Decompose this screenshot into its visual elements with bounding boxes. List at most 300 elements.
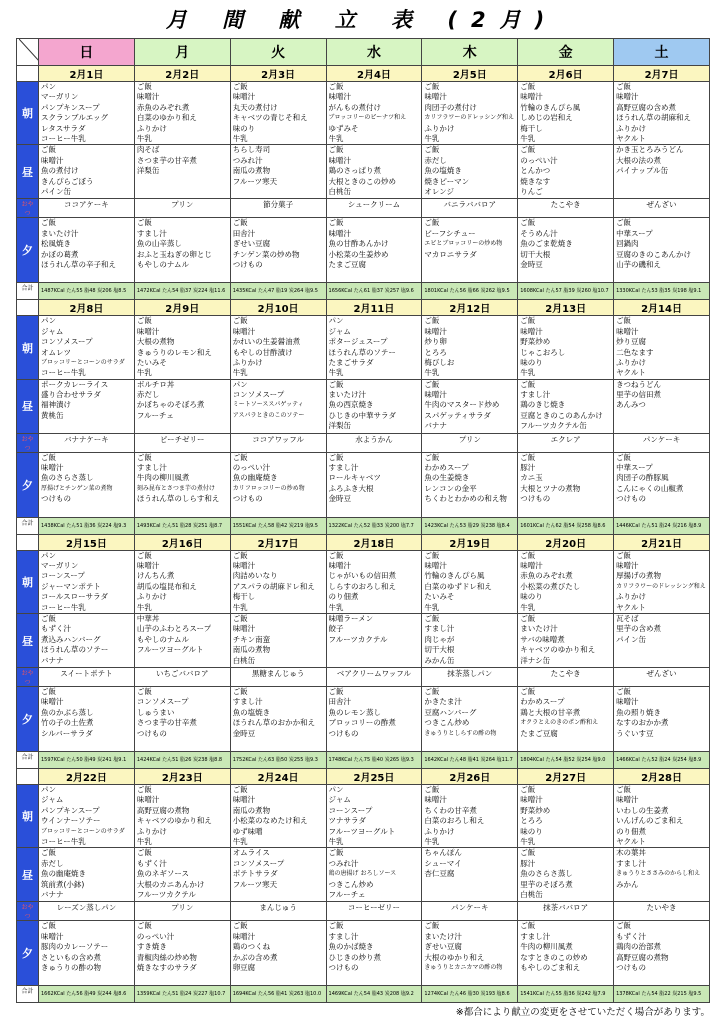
menu-item: 味噌汁 — [520, 326, 543, 336]
menu-item: 牛乳 — [424, 602, 440, 612]
snack-cell: 水ようかん — [326, 433, 422, 452]
menu-item: パン — [328, 785, 344, 795]
menu-item: きゅうりの酢の物 — [41, 962, 101, 972]
dinner-row — [17, 921, 710, 986]
dinner-cell — [230, 687, 326, 752]
menu-item: ウインナーソテー — [41, 816, 101, 826]
snack-cell: ピーチゼリー — [134, 433, 230, 452]
nutrition-row — [17, 986, 710, 1003]
menu-item: 里芋のそぼろ煮 — [520, 879, 573, 889]
menu-item: ふろふき大根 — [328, 483, 374, 493]
menu-item: 竹輪のきんぴら風 — [520, 102, 581, 112]
menu-item: きんぴらごぼう — [41, 176, 94, 186]
menu-item: オクラとえのきのポン酢和え — [520, 719, 599, 727]
meal-label-dinner: 夕 — [17, 687, 39, 752]
menu-item: ヤクルト — [616, 602, 646, 612]
lunch-cell — [518, 614, 614, 668]
menu-item: ご飯 — [520, 550, 536, 560]
menu-item: 赤だし — [136, 390, 160, 400]
lunch-row — [17, 145, 710, 199]
menu-item: 魚のさらさ蒸し — [41, 473, 94, 483]
menu-item: 胡瓜の塩昆布和え — [136, 581, 197, 591]
breakfast-cell — [230, 82, 326, 145]
menu-item: ジャム — [41, 795, 64, 805]
menu-item: みかん缶 — [424, 655, 455, 665]
breakfast-cell — [39, 316, 135, 379]
lunch-cell — [39, 379, 135, 433]
snack-cell: エクレア — [518, 433, 614, 452]
menu-item: すまし汁 — [328, 463, 359, 473]
menu-item: ご飯 — [136, 82, 152, 91]
menu-item: ヤクルト — [616, 836, 646, 846]
menu-item: つみれ汁 — [328, 858, 359, 868]
menu-item: ご飯 — [520, 687, 536, 697]
snack-cell: 節分菓子 — [230, 199, 326, 218]
menu-item: ご飯 — [520, 379, 536, 389]
menu-item: カニ玉 — [520, 473, 543, 483]
nutrition-cell: 1804KCal たん54 脂52 炭254 塩9.0 — [518, 752, 614, 769]
menu-item: 牛乳 — [328, 368, 344, 378]
menu-item: もずく汁 — [616, 931, 647, 941]
lunch-cell — [230, 614, 326, 668]
menu-item: ほうれん草のおかか和え — [232, 718, 316, 728]
menu-item: じゃこおろし — [520, 347, 566, 357]
menu-item: きゅうりのレモン和え — [136, 347, 212, 357]
date-row-side — [17, 769, 39, 785]
menu-item: 味噌汁 — [41, 697, 64, 707]
menu-item: ツナサラダ — [328, 816, 366, 826]
menu-item: 肉団子の酢豚風 — [616, 473, 669, 483]
menu-item: 大根とツナの煮物 — [520, 483, 581, 493]
menu-item: すまし汁 — [424, 624, 455, 634]
nutrition-cell: 1378KCal たん54 脂22 炭215 塩9.5 — [614, 986, 710, 1003]
menu-item: ゆずみそ — [328, 123, 359, 133]
menu-item: 山芋の磯和え — [616, 259, 662, 269]
menu-item: 豚汁 — [520, 858, 536, 868]
menu-item: ジャム — [328, 795, 351, 805]
total-label: 合計 — [17, 986, 39, 1003]
menu-item: マーガリン — [41, 561, 79, 571]
nutrition-cell: 1748KCal たん75 脂40 炭265 塩9.3 — [326, 752, 422, 769]
menu-item: 鶏肉の治部煮 — [616, 942, 662, 952]
menu-item: 味噌汁 — [616, 92, 639, 102]
snack-row — [17, 902, 710, 921]
menu-item: ご飯 — [328, 921, 344, 931]
meal-label-dinner: 夕 — [17, 921, 39, 986]
snack-cell: ぜんざい — [614, 668, 710, 687]
menu-item: コーンスープ — [328, 805, 373, 815]
breakfast-cell — [518, 82, 614, 145]
menu-item: きつねうどん — [616, 379, 662, 389]
date-row — [17, 66, 710, 82]
snack-cell: たこやき — [518, 668, 614, 687]
date-row-side — [17, 534, 39, 550]
menu-item: 中華スープ — [616, 228, 653, 238]
date-cell: 2月21日 — [614, 534, 710, 550]
menu-item: 梅干し — [520, 123, 543, 133]
menu-item: ご飯 — [41, 848, 56, 858]
menu-item: 肉団子の煮付け — [424, 102, 477, 112]
menu-item: 味噌汁 — [616, 795, 639, 805]
menu-item: 味噌汁 — [424, 795, 447, 805]
menu-item: 魚の塩焼き — [424, 166, 462, 176]
snack-cell: ベアクリームワッフル — [326, 668, 422, 687]
menu-item: まいたけ汁 — [328, 390, 367, 400]
weekday-header-row — [17, 39, 710, 66]
menu-item: ご飯 — [520, 218, 536, 228]
dinner-cell — [230, 921, 326, 986]
lunch-cell — [614, 145, 710, 199]
menu-item: つけもの — [616, 962, 647, 972]
dinner-cell — [134, 452, 230, 517]
corner-cell — [17, 39, 39, 66]
menu-item: 瓦そば — [616, 614, 639, 624]
menu-item: 味噌汁 — [520, 561, 543, 571]
dinner-cell — [614, 452, 710, 517]
dinner-cell — [518, 218, 614, 283]
meal-label-snack: おやつ — [17, 668, 39, 687]
menu-item: ご飯 — [328, 848, 344, 858]
menu-item: 味噌汁 — [424, 561, 447, 571]
menu-item: 竹輪のきんぴら風 — [424, 571, 485, 581]
breakfast-cell — [326, 785, 422, 848]
menu-item: 洋梨缶 — [136, 166, 160, 176]
menu-item: 鶏のさっぱり煮 — [328, 166, 382, 176]
menu-item: ふりかけ — [424, 826, 455, 836]
menu-item: 金時豆 — [328, 494, 352, 504]
weekday-saturday: 土 — [614, 39, 710, 66]
menu-item: ぎせい豆腐 — [232, 239, 271, 249]
menu-item: きゅうりとカニカマの酢の物 — [424, 963, 503, 971]
menu-item: 切干大根 — [520, 249, 551, 259]
menu-item: キャベツのゆかり和え — [136, 816, 212, 826]
menu-item: つけもの — [328, 962, 359, 972]
menu-item: のっぺい汁 — [232, 463, 271, 473]
breakfast-cell — [518, 316, 614, 379]
menu-item: 牛肉の柳川風煮 — [520, 942, 573, 952]
lunch-cell — [518, 848, 614, 902]
menu-item: ご飯 — [520, 921, 536, 931]
menu-item: 味噌汁 — [232, 561, 256, 571]
menu-item: 南瓜の煮物 — [232, 805, 271, 815]
menu-item: もずく汁 — [136, 858, 167, 868]
nutrition-cell: 1359KCal たん51 脂24 炭227 塩10.7 — [134, 986, 230, 1003]
dinner-cell — [422, 452, 518, 517]
menu-item: 味噌汁 — [424, 92, 447, 102]
menu-item: 中華丼 — [136, 614, 160, 624]
menu-item: 中華スープ — [616, 463, 653, 473]
date-cell: 2月25日 — [326, 769, 422, 785]
menu-item: キャベツの青じそ和え — [232, 113, 308, 123]
menu-item: 豚肉のカレーソテー — [41, 942, 109, 952]
menu-item: ご飯 — [616, 82, 632, 91]
menu-item: 赤だし — [424, 155, 447, 165]
breakfast-cell — [39, 550, 135, 613]
menu-item: 牛乳 — [136, 602, 152, 612]
menu-item: すまし汁 — [616, 858, 647, 868]
menu-item: たまご豆腐 — [520, 728, 558, 738]
menu-item: カリフロッコリーの炒め物 — [232, 484, 305, 492]
meal-label-snack: おやつ — [17, 199, 39, 218]
menu-item: パン — [328, 316, 344, 326]
menu-item: ボルチロ丼 — [136, 379, 175, 389]
menu-item: 竹の子の土佐煮 — [41, 718, 94, 728]
menu-item: 味噌汁 — [41, 931, 64, 941]
nutrition-cell: 1487KCal たん55 脂48 炭206 塩8.5 — [39, 283, 135, 300]
menu-item: ご飯 — [136, 785, 152, 795]
date-cell: 2月15日 — [39, 534, 135, 550]
menu-item: 洋梨缶 — [328, 421, 352, 431]
menu-item: すき焼き — [136, 942, 167, 952]
breakfast-cell — [230, 785, 326, 848]
breakfast-cell — [134, 316, 230, 379]
menu-item: ふりかけ — [616, 592, 647, 602]
menu-item: 赤だし — [41, 858, 64, 868]
lunch-cell — [39, 614, 135, 668]
menu-item: うぐいす豆 — [616, 728, 654, 738]
menu-item: 味噌汁 — [616, 697, 639, 707]
menu-item: 大根ときのこの炒め — [328, 176, 397, 186]
breakfast-cell — [422, 550, 518, 613]
menu-item: 魚の塩焼き — [232, 707, 271, 717]
dinner-cell — [39, 687, 135, 752]
menu-item: ポテトサラダ — [232, 869, 278, 879]
snack-cell: プリン — [134, 902, 230, 921]
dinner-cell — [614, 218, 710, 283]
menu-item: わかめスープ — [424, 463, 469, 473]
lunch-cell — [518, 145, 614, 199]
weekday-sunday: 日 — [39, 39, 135, 66]
menu-table — [16, 38, 710, 1003]
menu-item: ふりかけ — [136, 123, 167, 133]
menu-item: 魚の山辛蒸し — [136, 239, 182, 249]
menu-item: まいたけ汁 — [41, 228, 79, 238]
menu-item: ご飯 — [424, 687, 440, 697]
menu-item: 豆腐ハンバーグ — [424, 707, 477, 717]
menu-item: がんもの煮付け — [328, 102, 382, 112]
breakfast-cell — [326, 82, 422, 145]
nutrition-cell: 1541KCal たん55 脂36 炭242 塩7.9 — [518, 986, 614, 1003]
menu-item: ご飯 — [232, 614, 248, 624]
menu-item: ご飯 — [616, 921, 632, 931]
menu-item: 魚の幽庵焼き — [41, 869, 86, 879]
menu-item: 魚のごま乾焼き — [520, 239, 573, 249]
menu-item: ほうれん草の辛子和え — [41, 259, 116, 269]
menu-item: 牛乳 — [136, 836, 152, 846]
weekday-tuesday: 火 — [230, 39, 326, 66]
menu-item: ほうれん草のソテー — [41, 645, 109, 655]
lunch-cell — [326, 379, 422, 433]
date-cell: 2月6日 — [518, 66, 614, 82]
menu-item: ご飯 — [520, 848, 536, 858]
breakfast-cell — [39, 82, 135, 145]
dinner-cell — [422, 218, 518, 283]
menu-item: コンソメスープ — [41, 337, 93, 347]
snack-cell: ココアケーキ — [39, 199, 135, 218]
dinner-cell — [326, 921, 422, 986]
menu-item: とろろ — [520, 816, 543, 826]
menu-item: サバの味噌煮 — [520, 634, 565, 644]
menu-item: パイナップル缶 — [616, 166, 669, 176]
meal-label-snack: おやつ — [17, 433, 39, 452]
weekday-monday: 月 — [134, 39, 230, 66]
menu-item: 南瓜の煮物 — [232, 645, 271, 655]
menu-item: 白菜のゆかり和え — [136, 113, 197, 123]
menu-item: たまご豆腐 — [328, 259, 367, 269]
menu-item: 松風焼き — [41, 239, 71, 249]
dinner-cell — [614, 921, 710, 986]
menu-item: チキン南蛮 — [232, 634, 271, 644]
nutrition-cell: 1466KCal たん52 脂24 炭254 塩8.9 — [614, 752, 710, 769]
menu-item: 餃子 — [328, 624, 344, 634]
lunch-cell — [230, 848, 326, 902]
menu-item: ブロッコリーとコーンのサラダ — [41, 358, 125, 366]
menu-item: 牛乳 — [424, 368, 440, 378]
dinner-cell — [39, 452, 135, 517]
menu-item: 牛乳 — [328, 133, 344, 143]
breakfast-cell — [518, 550, 614, 613]
menu-item: ご飯 — [616, 550, 632, 560]
dinner-row — [17, 218, 710, 283]
menu-item: 梅びしお — [424, 357, 455, 367]
nutrition-cell: 1642KCal たん48 脂41 炭264 塩11.7 — [422, 752, 518, 769]
menu-item: ほうれん草のしらす和え — [136, 494, 220, 504]
menu-item: ご飯 — [232, 785, 248, 795]
menu-item: バナナ — [41, 655, 64, 665]
menu-item: おふと玉ねぎの卵とじ — [136, 249, 212, 259]
lunch-cell — [326, 145, 422, 199]
lunch-cell — [134, 379, 230, 433]
menu-item: ご飯 — [424, 614, 440, 624]
nutrition-cell: 1322KCal たん52 脂33 炭200 塩7.7 — [326, 517, 422, 534]
menu-item: 赤魚のみぞれ煮 — [136, 102, 190, 112]
menu-item: 牛乳 — [424, 133, 440, 143]
menu-item: ご飯 — [424, 452, 440, 462]
menu-item: 味のり — [520, 826, 543, 836]
nutrition-cell: 1752KCal たん63 脂50 炭255 塩9.3 — [230, 752, 326, 769]
menu-item: ご飯 — [136, 848, 152, 858]
menu-item: じゃがいもの信田煮 — [328, 571, 397, 581]
menu-item: 味噌汁 — [328, 92, 352, 102]
nutrition-cell: 1597KCal たん50 脂49 炭241 塩9.1 — [39, 752, 135, 769]
menu-item: 杏仁豆腐 — [424, 869, 455, 879]
meal-label-snack: おやつ — [17, 902, 39, 921]
lunch-cell — [326, 614, 422, 668]
date-cell: 2月16日 — [134, 534, 230, 550]
menu-item: 田舎汁 — [232, 228, 256, 238]
menu-item: ご飯 — [41, 614, 56, 624]
menu-item: 味噌汁 — [232, 326, 256, 336]
menu-item: オムレツ — [41, 347, 71, 357]
menu-item: 大根のゆかり和え — [424, 952, 485, 962]
menu-item: すまし汁 — [136, 228, 167, 238]
menu-item: ちくわとわかめの和え物 — [424, 494, 507, 504]
date-cell: 2月23日 — [134, 769, 230, 785]
menu-item: 大根のカニあんかけ — [136, 879, 205, 889]
menu-item: 味のり — [520, 357, 543, 367]
nutrition-row — [17, 517, 710, 534]
menu-item: ブロッコリーのピーナツ和え — [328, 114, 407, 122]
menu-item: 牛乳 — [232, 133, 248, 143]
menu-item: ふりかけ — [424, 123, 455, 133]
snack-cell: バニラババロア — [422, 199, 518, 218]
nutrition-cell: 1608KCal たん57 脂39 炭260 塩10.7 — [518, 283, 614, 300]
lunch-cell — [134, 145, 230, 199]
menu-item: 木の葉丼 — [616, 848, 647, 858]
menu-item: 牛乳 — [424, 836, 440, 846]
menu-item: ご飯 — [232, 82, 248, 91]
menu-item: オレンジ — [424, 186, 454, 196]
menu-item: 牛乳 — [232, 836, 248, 846]
menu-item: ご飯 — [424, 921, 440, 931]
menu-item: ご飯 — [41, 687, 56, 697]
menu-item: きゅうりとささみのからし和え — [616, 870, 701, 878]
menu-item: みかん — [616, 879, 639, 889]
menu-item: 赤魚のみぞれ煮 — [520, 571, 573, 581]
date-cell: 2月13日 — [518, 300, 614, 316]
menu-item: 梅干し — [232, 592, 256, 602]
menu-item: ご飯 — [232, 218, 248, 228]
lunch-row — [17, 614, 710, 668]
date-cell: 2月19日 — [422, 534, 518, 550]
menu-item: けんちん煮 — [136, 571, 175, 581]
page-title: 月 間 献 立 表 (2月) — [165, 8, 559, 32]
menu-item: ご飯 — [41, 921, 56, 931]
snack-cell: バナナケーキ — [39, 433, 135, 452]
menu-item: ご飯 — [616, 452, 632, 462]
menu-item: ご飯 — [328, 687, 344, 697]
menu-item: 焼きなすのサラダ — [136, 962, 197, 972]
lunch-cell — [422, 379, 518, 433]
breakfast-row — [17, 550, 710, 613]
menu-item: ブロッコリーの酢煮 — [328, 718, 396, 728]
menu-item: 味のり — [232, 123, 256, 133]
menu-item: 盛り合わせサラダ — [41, 390, 101, 400]
menu-item: ミートソーススパゲッティ — [232, 401, 304, 409]
menu-item: かれいの生姜醤油煮 — [232, 337, 301, 347]
breakfast-cell — [614, 550, 710, 613]
menu-item: かぼの葛煮 — [41, 249, 79, 259]
dinner-cell — [518, 921, 614, 986]
dinner-cell — [518, 452, 614, 517]
menu-item: 味噌汁 — [41, 155, 64, 165]
menu-item: 大根の法の煮 — [616, 155, 662, 165]
menu-item: つけもの — [41, 494, 71, 504]
snack-cell: 抹茶蒸しパン — [422, 668, 518, 687]
meal-label-breakfast: 朝 — [17, 82, 39, 145]
date-cell: 2月14日 — [614, 300, 710, 316]
nutrition-cell: 1424KCal たん51 脂26 炭238 塩8.8 — [134, 752, 230, 769]
menu-item: もやしのナムル — [136, 634, 189, 644]
nutrition-cell: 1469KCal たん54 脂43 炭208 塩9.2 — [326, 986, 422, 1003]
weekday-friday: 金 — [518, 39, 614, 66]
menu-item: ジャム — [328, 326, 351, 336]
menu-item: 山芋のふわとろスープ — [136, 624, 212, 634]
snack-cell: レーズン蒸しパン — [39, 902, 135, 921]
menu-item: のっぺい汁 — [520, 155, 558, 165]
menu-item: ご飯 — [616, 316, 632, 326]
footnote: ※都合により献立の変更をさせていただく場合があります。 — [455, 1007, 710, 1018]
menu-item: マーガリン — [41, 92, 79, 102]
menu-item: コーヒー牛乳 — [41, 133, 86, 143]
menu-item: 野菜炒め — [520, 805, 551, 815]
menu-item: 青椒肉絲の炒め物 — [136, 952, 197, 962]
menu-item: 刻み昆布とさつま芋の煮付け — [136, 484, 215, 492]
menu-item: すまし汁 — [328, 931, 359, 941]
date-cell: 2月26日 — [422, 769, 518, 785]
meal-label-breakfast: 朝 — [17, 550, 39, 613]
menu-item: 味噌汁 — [136, 795, 160, 805]
